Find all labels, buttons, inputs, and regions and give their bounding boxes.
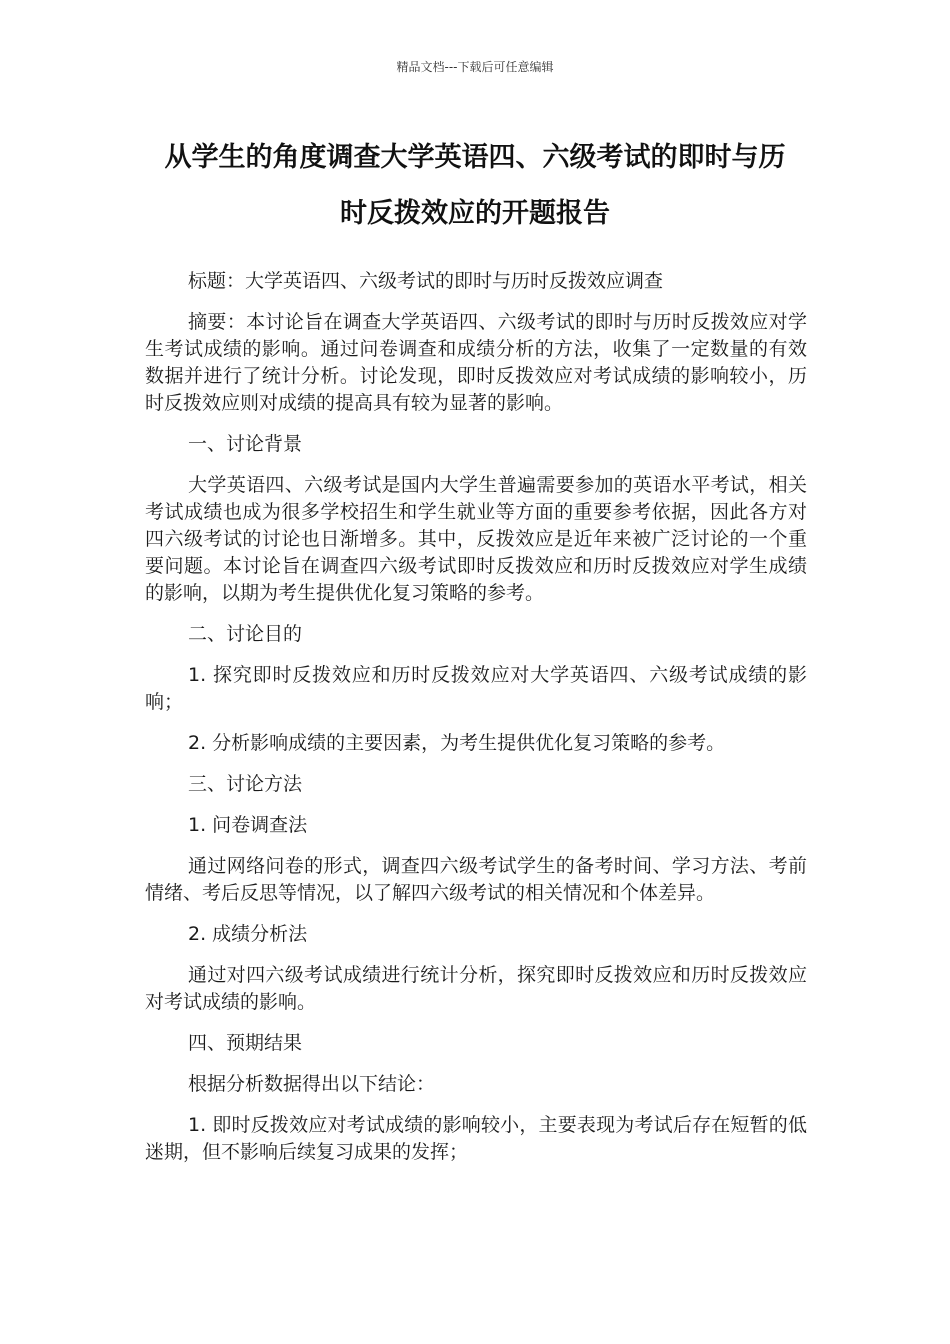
section-heading-background: 一、讨论背景 — [188, 433, 303, 455]
paragraph-abstract: 摘要：本讨论旨在调查大学英语四、六级考试的即时与历时反拨效应对学生考试成绩的影响。通过问卷调查和成绩分析的方法，收集了一定数量的有效数据并进行了统计分析。讨论发现，即时反拨效应对考试成绩的影响较小，历时反拨效应则对成绩的提高具有较为显著的影响。 — [145, 311, 807, 414]
document-title — [140, 130, 810, 242]
document-body — [145, 268, 807, 1180]
paragraph-score-analysis: 通过对四六级考试成绩进行统计分析，探究即时反拨效应和历时反拨效应对考试成绩的影响。 — [145, 964, 807, 1013]
list-item-purpose-2: 2. 分析影响成绩的主要因素，为考生提供优化复习策略的参考。 — [188, 732, 726, 754]
title-line-1: 从学生的角度调查大学英语四、六级考试的即时与历 — [164, 142, 786, 173]
header-note: 精品文档---下载后可任意编辑 — [396, 60, 554, 74]
section-heading-method: 三、讨论方法 — [188, 773, 303, 795]
subheading-questionnaire: 1. 问卷调查法 — [188, 814, 308, 836]
section-heading-purpose: 二、讨论目的 — [188, 623, 303, 645]
list-item-purpose-1: 1. 探究即时反拨效应和历时反拨效应对大学英语四、六级考试成绩的影响； — [145, 664, 807, 713]
title-line-2: 时反拨效应的开题报告 — [340, 198, 610, 229]
paragraph-subject: 标题：大学英语四、六级考试的即时与历时反拨效应调查 — [188, 270, 664, 292]
list-item-result-1: 1. 即时反拨效应对考试成绩的影响较小，主要表现为考试后存在短暂的低迷期，但不影响后续复习成果的发挥； — [145, 1114, 807, 1163]
paragraph-questionnaire: 通过网络问卷的形式，调查四六级考试学生的备考时间、学习方法、考前情绪、考后反思等情况，以了解四六级考试的相关情况和个体差异。 — [145, 855, 807, 904]
paragraph-background: 大学英语四、六级考试是国内大学生普遍需要参加的英语水平考试，相关考试成绩也成为很多学校招生和学生就业等方面的重要参考依据，因此各方对四六级考试的讨论也日渐增多。其中，反拨效应是近年来被广泛讨论的一个重要问题。本讨论旨在调查四六级考试即时反拨效应和历时反拨效应对学生成绩的影响，以期为考生提供优化复习策略的参考。 — [145, 474, 807, 604]
subheading-score-analysis: 2. 成绩分析法 — [188, 923, 308, 945]
section-heading-expected-results: 四、预期结果 — [188, 1032, 303, 1054]
paragraph-conclusion-intro: 根据分析数据得出以下结论： — [188, 1073, 436, 1095]
